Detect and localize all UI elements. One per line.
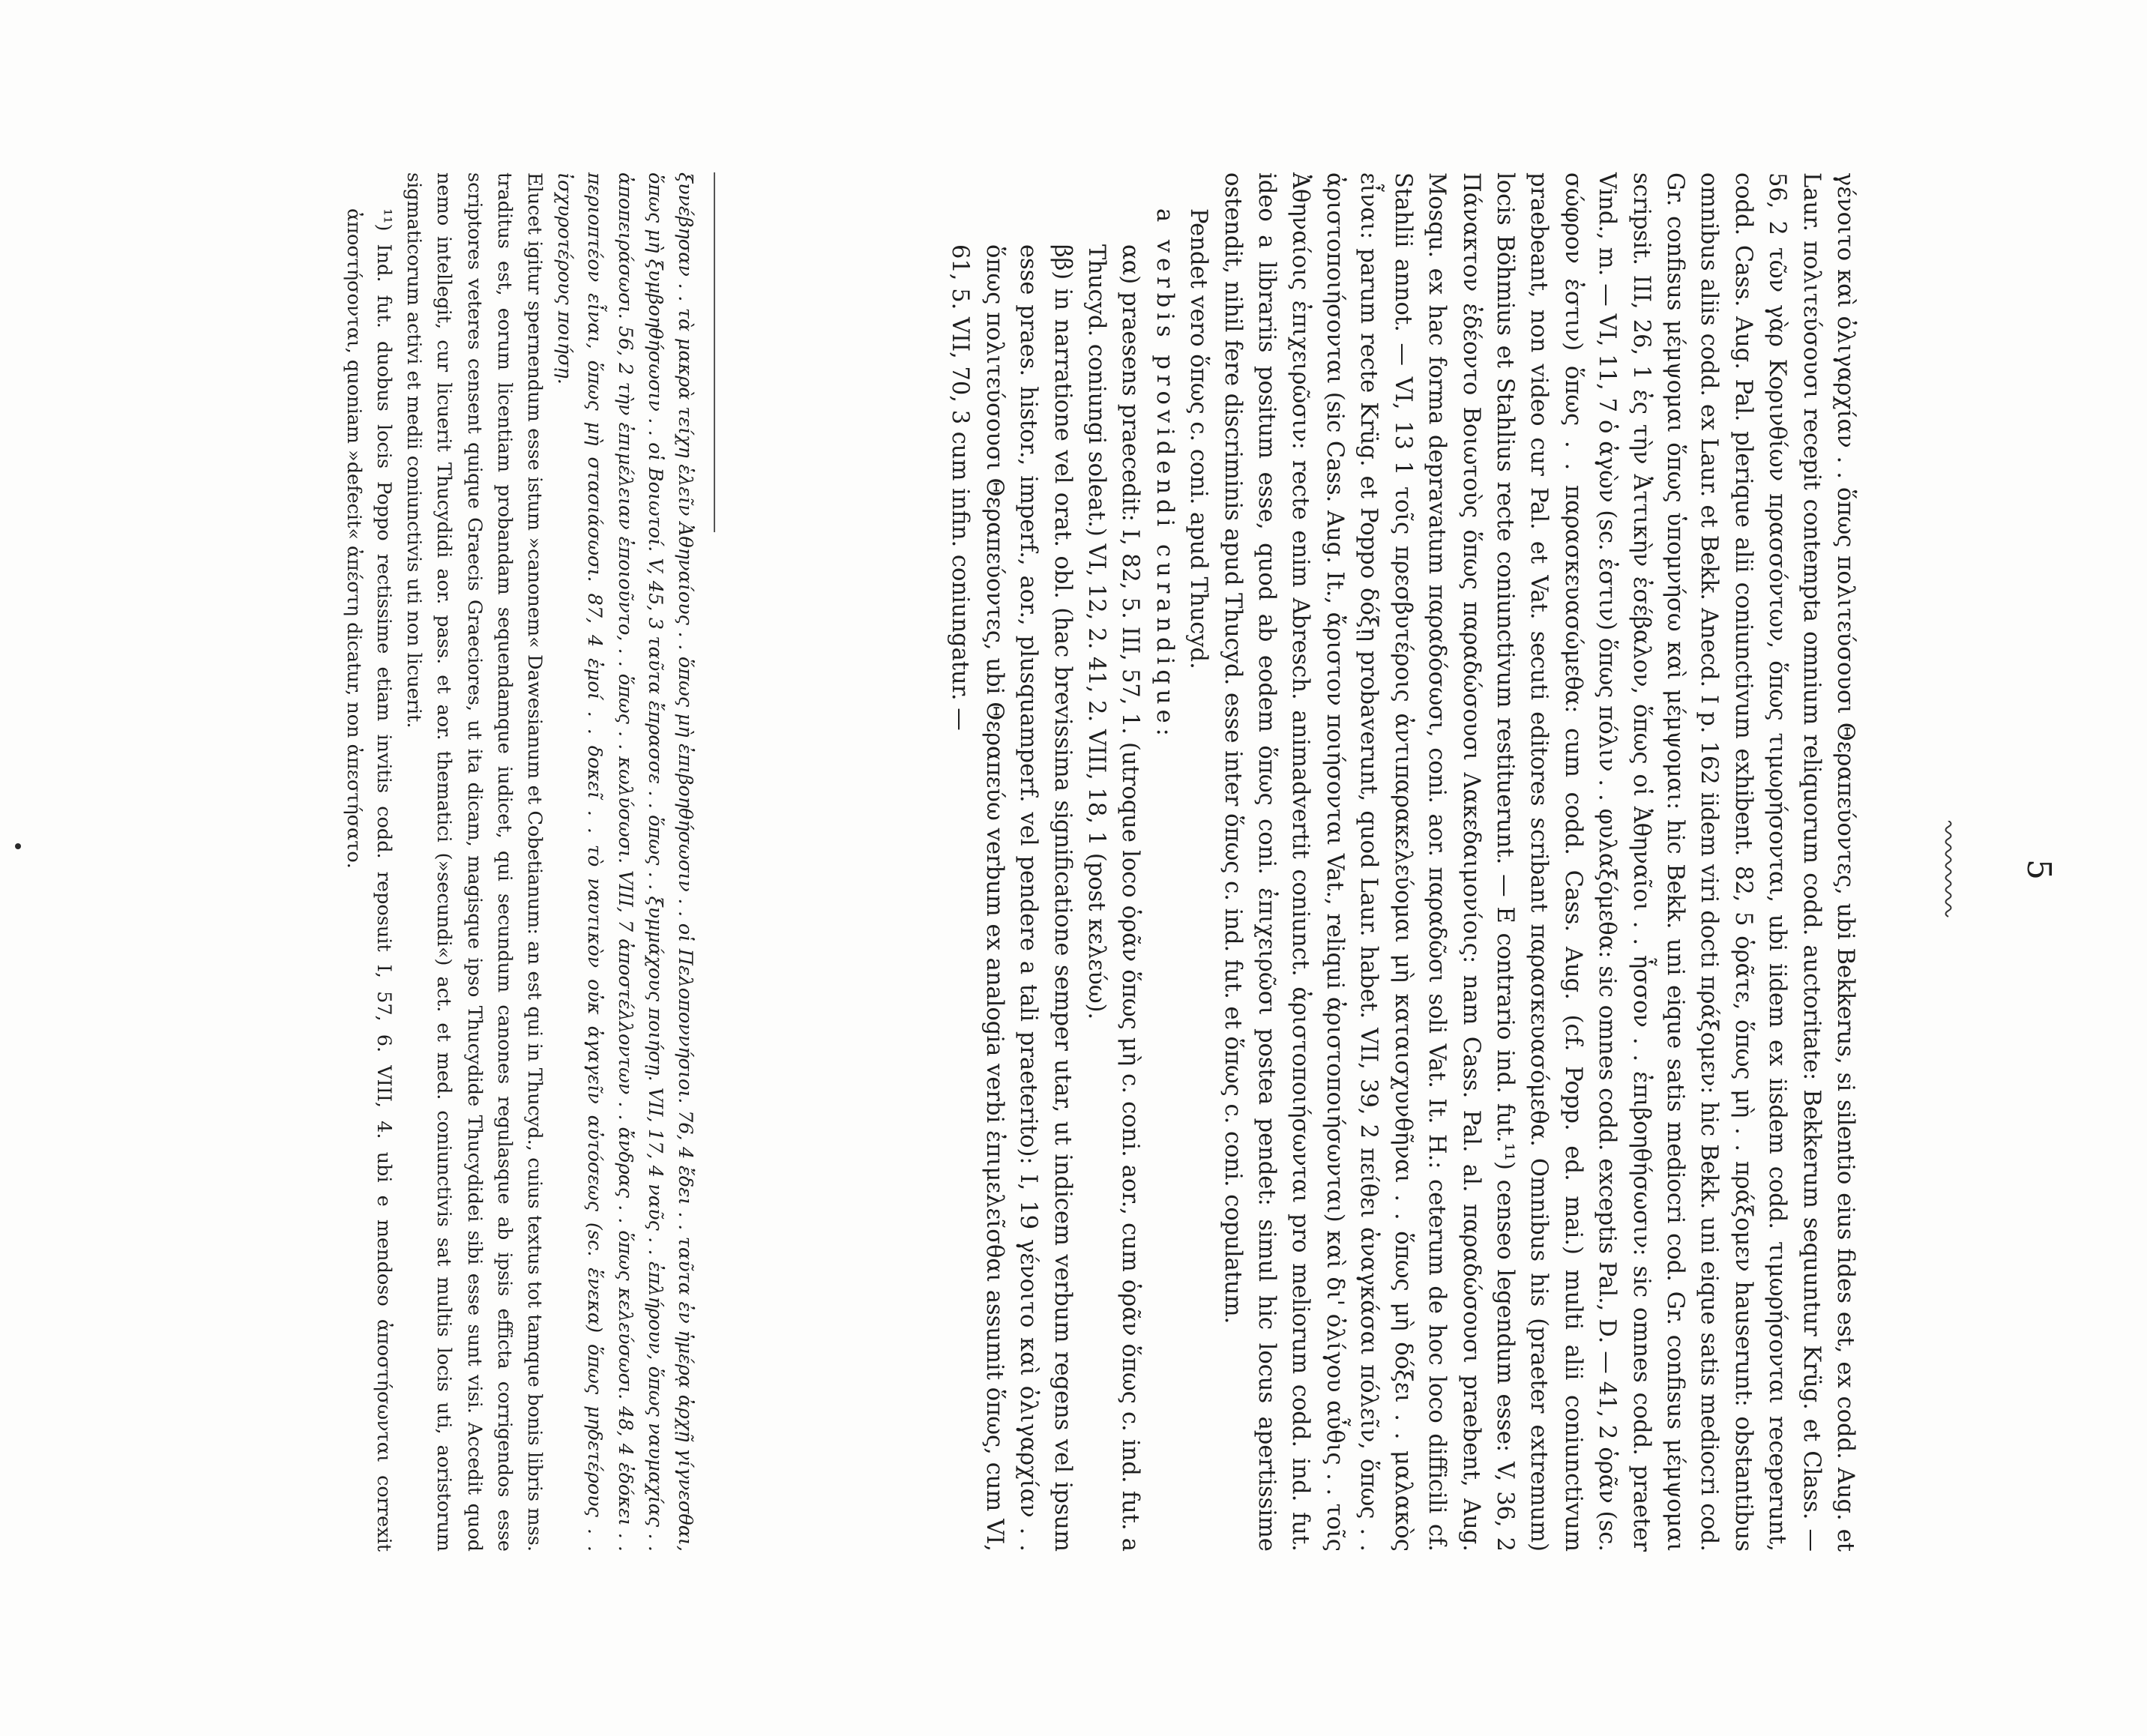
paragraph-main: γένοιτο καὶ ὀλιγαρχίαν . . ὅπως πολιτεύσουσι Θεραπεύοντες, ubi Bekkerus, si silentio eius fides est, ex codd. Aug. et Laur. πολιτεύσουσι recepit contempta omnium reliquorum codd. auctoritate: Bekkerum sequuntur Krüg. et Class. — 56, 2 τῶν γὰρ Κορινθίων πρασσόντων, ὅπως τιμωρήσονται, ubi iidem ex iisdem codd. τιμωρήσονται receperunt, codd. Cass. Aug. Pal. plerique alii coniunctivum exhibent. 82, 5 ὁρᾶτε, ὅπως μὴ . . πράξομεν hauserunt: obstantibus omnibus aliis codd. ex Laur. et Bekk. Anecd. I p. 162 iidem viri docti πράξομεν: hic Bekk. uni eique satis mediocri cod. Gr. confisus μέμψομαι ὅπως ὑπομνήσω καὶ μέμψομαι: hic Bekk. uni eique satis mediocri cod. Gr. confisus μέμψομαι scripsit. III, 26, 1 ἐς τὴν Ἀττικὴν ἐσέβαλον, ὅπως οἱ Ἀθηναῖοι . . ἧσσον . . ἐπιβοηθήσωσιν: sic omnes codd. praeter Vind., m. — VI, 11, 7 ὁ ἀγὼν (sc. ἐστιν) ὅπως πόλιν . . φυλαξόμεθα: sic omnes codd. exceptis Pal., D. — 41, 2 ὁρᾶν (sc. σώφρον ἐστιν) ὅπως . . παρασκευασώμεθα: cum codd. Cass. Aug. (cf. Popp. ed. mai.) multi alii coniunctivum praebeant, non video cur Pal. et Vat. secuti editores scribant παρασκευασόμεθα. Omnibus his (praeter extremum) locis Böhmius et Stahlius recte coniunctivum restituerunt. — E contrario ind. fut.¹¹) censeo legendum esse: V, 36, 2 Πάνακτον ἐδέοντο Βοιωτοὺς ὅπως παραδώσουσι Λακεδαιμονίοις: nam Cass. Pal. al. παραδώσουσι praebent, Aug. Mosqu. ex hac forma depravatum παραδόσωσι, coni. aor. παραδῶσι soli Vat. It. H.: ceterum de hoc loco difficili cf. Stahlii annot. — VI, 13 1 τοῖς πρεσβυτέροις ἀντιπαρακελεύομαι μὴ καταισχυνθῆναι . . ὅπως μὴ δόξει . . μαλακὸς εἶναι: parum recte Krüg. et Poppo δόξῃ probaverunt, quod Laur. habet. VII, 39, 2 πείθει ἀναγκάσαι πόλεῖν, ὅπως . . ἀριστοποιήσονται (sic Cass. Aug. It., ἄριστον ποιήσονται Vat., reliqui ἀριστοποιήσωνται) καὶ δι' ὀλίγου αὖθις . . τοῖς Ἀθηναίοις ἐπιχειρῶσιν: recte enim Abresch. animadvertit coniunct. ἀριστοποιήσωνται pro meliorum codd. ind. fut. ideo a librariis positum esse, quod ab eodem ὅπως coni. ἐπιχειρῶσι postea pendet: simul hic locus apertissime ostendit, nihil fere discriminis apud Thucyd. esse inter ὅπως c. ind. fut. et ὅπως c. coni. copulatum. <box>1219 172 1858 1552</box>
notes-latin: Elucet igitur spernendum esse istum »canonem« Dawesianum et Cobetianum: an est qui in Thucyd., cuius textus tot tamque bonis libris mss. traditus est, eorum licentiam probandam sequendamque iudicet, qui secundum canones regulasque ab ipsis effictа corrigendos esse scriptores veteres censent quique Graecis Graeciores, ut ita dicam, magisque ipso Thucydide Thucydidei sibi esse sunt visi. Accedit quod nemo intellegit, cur licuerit Thucydidi aor. pass. et aor. thematici (»secundi«) act. et med. coniunctivis sat multis locis uti, aoristorum sigmaticorum activi et medii coniunctivis uti non licuerit. <box>403 172 546 1552</box>
footnote-11: ¹¹) Ind. fut. duobus locis Poppo rectissime etiam invitis codd. reposuit I, 57, 6. VIII, 4. ubi e mendoso ἀποστήσωνται correxit ἀποστήσονται, quoniam »defecit« ἀπέστη dicatur, non ἀπεστήσατο. <box>342 208 395 1552</box>
scan-speck <box>15 843 21 849</box>
page-number: 5 <box>2020 859 2058 880</box>
ornament-rule <box>1941 821 1956 918</box>
subsection-a: a verbis providendi curandique: <box>1151 208 1178 741</box>
notes-greek: ξυνέβησαν . . τὰ μακρὰ τείχη ἑλεῖν Ἀθηναίους . . ὅπως μὴ ἐπιβοηθήσωσιν . . οἱ Πελοποννήσιοι. 76, 4 ἔδει . . ταῦτα ἐν ἡμέρᾳ ἀρχῇ γίγνεσθαι, ὅπως μὴ ξυμβοηθήσωσιν . . οἱ Βοιωτοί. V, 45, 3 ταῦτα ἔπρασσε . . ὅπως . . ξυμμάχους ποιήσῃ. VII, 17, 4 ναῦς . . ἐπλήρουν, ὅπως ναυμαχίας . . ἀποπειράσωσι. 56, 2 τὴν ἐπιμέλειαν ἐποιοῦντο, . . ὅπως . . κωλύσωσι. VIII, 7 ἀποστέλλοντων . . ἄνδρας . . ὅπως κελεύσωσι. 48, 4 ἐδόκει . . περιοπτέον εἶναι, ὅπως μὴ στασιάσωσι. 87, 4 ἐμοί . . δοκεῖ . . τὸ ναυτικὸν οὐκ ἀγαγεῖν αὐτόσεως (sc. ἕνεκα) ὅπως μηδετέρους . . ἰσχυροτέρους ποιήσῃ. <box>553 172 696 1552</box>
notes-divider <box>714 172 715 532</box>
main-text <box>943 172 1862 1552</box>
subsection-bb: ββ) in narratione vel orat. obl. (hac brevissima significatione semper utar, ut indicem verbum regens vel ipsum esse praes. histor., imperf., aor., plusquamperf. vel pendere a tali praeterito): I, 19 γένοιτο καὶ ὀλιγαρχίαν . . ὅπως πολιτεύσουσι Θεραπεύοντες, ubi Θεραπεύω verbum ex analogia verbi ἐπιμελεῖσθαι assumit ὅπως, cum VI, 61, 5. VII, 70, 3 cum infin. coniungatur. — <box>947 244 1076 1552</box>
section-heading: Pendet vero ὅπως c. coni. apud Thucyd. <box>1185 208 1212 669</box>
notes-block <box>339 172 700 1552</box>
subsection-aa: αα) praesens praecedit: I, 82, 5. III, 57, 1. (utroque loco ὁρᾶν ὅπως μὴ c. coni. aor., cum ὁρᾶν ὅπως c. ind. fut. a Thucyd. coniungi soleat.) VI, 12, 2. 41, 2. VIII, 18, 1 (post κελεύω). <box>1083 244 1144 1552</box>
